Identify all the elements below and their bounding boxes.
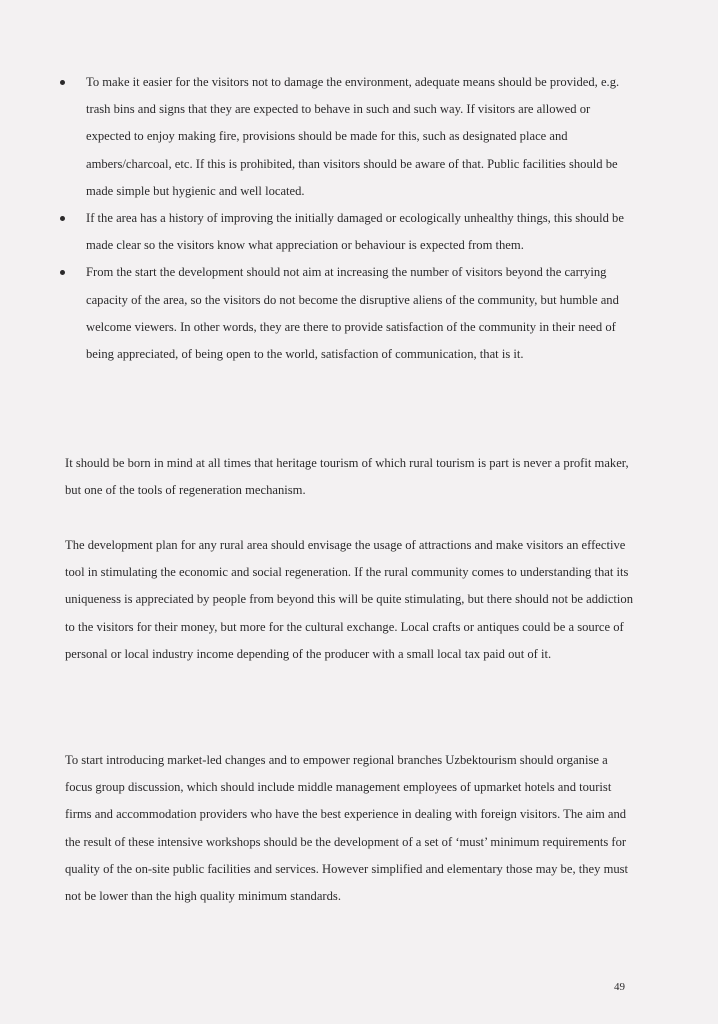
bullet-dot-icon: [60, 80, 65, 85]
bullet-dot-icon: [60, 216, 65, 221]
bullet-list: [60, 69, 634, 368]
bullet-item: [60, 69, 634, 205]
bullet-item: [60, 205, 634, 259]
paragraph-development-plan: The development plan for any rural area should envisage the usage of attractions and make visitors an effective tool in stimulating the economic and social regeneration. If the rural community comes to understanding that its uniqueness is appreciated by people from beyond this will be quite stimulating, but there should not be addiction to the visitors for their money, but more for the cultural exchange. Local crafts or antiques could be a source of personal or local industry income depending of the producer with a small local tax paid out of it.: [65, 538, 634, 661]
paragraph-market-led-changes: To start introducing market-led changes and to empower regional branches Uzbektourism should organise a focus group discussion, which should include middle management employees of upmarket hotels and tourist firms and accommodation providers who have the best experience in dealing with foreign visitors. The aim and the result of these intensive workshops should be the development of a set of ‘must’ minimum requirements for quality of the on-site public facilities and services. However simplified and elementary those may be, they must not be lower than the high quality minimum standards.: [65, 753, 629, 904]
bullet-text: From the start the development should not aim at increasing the number of visitors beyond the carrying capacity of the area, so the visitors do not become the disruptive aliens of the community, but humble and welcome viewers. In other words, they are there to provide satisfaction of the community in their need of being appreciated, of being open to the world, satisfaction of communication, that is it.: [86, 265, 619, 362]
bullet-item: [60, 259, 634, 368]
bullet-text: If the area has a history of improving the initially damaged or ecologically unhealthy things, this should be made clear so the visitors know what appreciation or behaviour is expected from them.: [86, 211, 624, 253]
bullet-dot-icon: [60, 270, 65, 275]
bullet-text: To make it easier for the visitors not to damage the environment, adequate means should be provided, e.g. trash bins and signs that they are expected to behave in such and such way. If visitors are allowed or expected to enjoy making fire, provisions should be made for this, such as designated place and ambers/charcoal, etc. If this is prohibited, than visitors should be aware of that. Public facilities should be made simple but hygienic and well located.: [86, 75, 620, 198]
page-number: 49: [614, 981, 625, 993]
paragraph-heritage-tourism: It should be born in mind at all times that heritage tourism of which rural tourism is part is never a profit maker, but one of the tools of regeneration mechanism.: [65, 456, 629, 498]
